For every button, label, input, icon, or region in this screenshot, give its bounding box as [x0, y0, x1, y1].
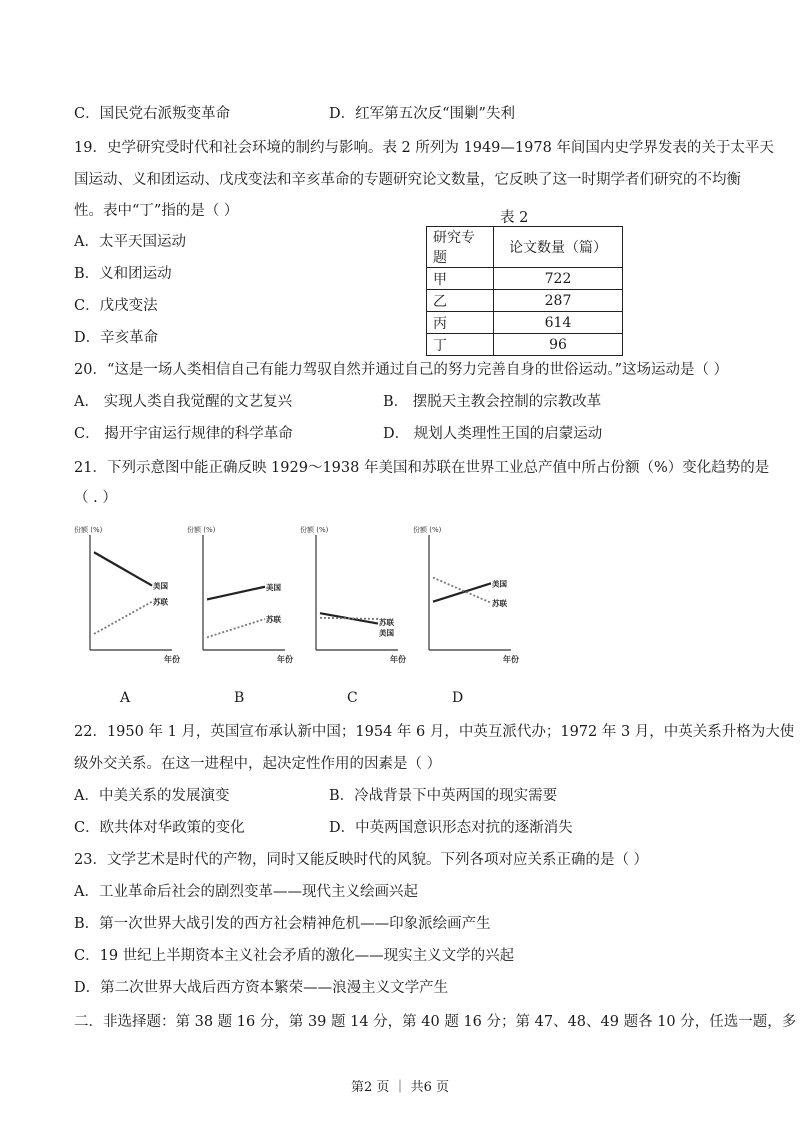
y-axis-label: 份额 (%) [413, 526, 442, 534]
q19-option-d: D．辛亥革命 [74, 330, 159, 346]
table-cell: 丙 [427, 312, 494, 334]
table-row [427, 268, 623, 290]
x-axis-label: 年份 [277, 655, 293, 664]
series-label-ussr: 苏联 [153, 597, 168, 607]
table-row [427, 312, 623, 334]
section2-heading: 二．非选择题：第 38 题 16 分，第 39 题 14 分，第 40 题 16 分；第 47、48、49 题各 10 分，任选一题，多 [74, 1014, 797, 1030]
x-axis-label: 年份 [503, 655, 519, 664]
q23-option-c: C．19 世纪上半期资本主义社会矛盾的激化——现实主义文学的兴起 [74, 948, 515, 964]
y-axis-label: 份额 (%) [300, 526, 329, 534]
table-caption: 表 2 [500, 210, 529, 226]
table-header-row [427, 227, 623, 268]
series-line-usa [207, 587, 265, 600]
series-line-ussr [207, 619, 265, 637]
series-line-usa [94, 552, 152, 585]
x-axis-label: 年份 [390, 655, 406, 664]
q20-option-c: C． 揭开宇宙运行规律的科学革命 [74, 426, 293, 442]
q18-option-c: C．国民党右派叛变革命 [74, 106, 231, 122]
series-label-usa: 美国 [379, 628, 394, 638]
q21-charts [60, 515, 540, 675]
x-axis-label: 年份 [164, 655, 180, 664]
series-label-ussr: 苏联 [379, 617, 394, 627]
q23-stem: 23．文学艺术是时代的产物，同时又能反映时代的风貌。下列各项对应关系正确的是（ ） [74, 852, 649, 868]
chart-panel-label-a: A [120, 690, 131, 706]
table-row [427, 334, 623, 356]
q19-option-a: A．太平天国运动 [74, 234, 186, 250]
series-line-ussr [320, 618, 378, 619]
table-cell: 722 [494, 268, 623, 290]
chart-panel-d [413, 525, 519, 664]
table-cell: 丁 [427, 334, 494, 356]
q22-option-b: B．冷战背景下中英两国的现实需要 [329, 788, 558, 804]
series-label-usa: 美国 [266, 582, 281, 592]
chart-panel-label-c: C [347, 690, 358, 706]
q23-option-a: A．工业革命后社会的剧烈变革——现代主义绘画兴起 [74, 884, 418, 900]
q22-stem-line1: 22．1950 年 1 月，英国宣布承认新中国；1954 年 6 月，中英互派代办；1972 年 3 月，中英关系升格为大使 [74, 724, 795, 740]
q22-option-d: D．中英两国意识形态对抗的逐渐消失 [329, 820, 573, 836]
q23-option-d: D．第二次世界大战后西方资本繁荣——浪漫主义文学产生 [74, 980, 449, 996]
q19-data-table [426, 226, 623, 356]
series-label-ussr: 苏联 [492, 598, 507, 608]
page-footer: 第2 页 ｜ 共6 页 [350, 1080, 450, 1095]
series-label-usa: 美国 [153, 581, 168, 591]
series-label-usa: 美国 [492, 579, 507, 589]
chart-panel-b [187, 525, 293, 664]
q20-option-d: D． 规划人类理性王国的启蒙运动 [383, 426, 603, 442]
q19-stem-line2: 国运动、义和团运动、戊戌变法和辛亥革命的专题研究论文数量，它反映了这一时期学者们研究的不均衡 [74, 172, 741, 188]
q19-stem-line1: 19．史学研究受时代和社会环境的制约与影响。表 2 所列为 1949—1978 年间国内史学界发表的关于太平天 [74, 140, 774, 156]
chart-panel-a [74, 525, 180, 664]
q19-stem-line3: 性。表中“丁”指的是（ ） [74, 203, 239, 219]
q22-option-a: A．中美关系的发展演变 [74, 788, 230, 804]
y-axis-label: 份额 (%) [187, 526, 216, 534]
chart-panel-label-b: B [234, 690, 245, 706]
q23-option-b: B．第一次世界大战引发的西方社会精神危机——印象派绘画产生 [74, 916, 491, 932]
y-axis-label: 份额 (%) [74, 526, 103, 534]
q21-stem: 21．下列示意图中能正确反映 1929～1938 年美国和苏联在世界工业总产值中所占份额（%）变化趋势的是 [74, 460, 770, 476]
series-label-ussr: 苏联 [266, 614, 281, 624]
q22-option-c: C．欧共体对华政策的变化 [74, 820, 245, 836]
series-line-ussr [94, 602, 152, 634]
q20-option-a: A． 实现人类自我觉醒的文艺复兴 [74, 394, 293, 410]
q20-stem: 20．“这是一场人类相信自己有能力驾驭自然并通过自己的努力完善自身的世俗运动。”这场运动是（ ） [74, 362, 729, 378]
table-header-cell: 研究专题 [427, 227, 494, 268]
q22-stem-line2: 级外交关系。在这一进程中，起决定性作用的因素是（ ） [74, 756, 442, 772]
q19-option-b: B．义和团运动 [74, 266, 172, 282]
q20-option-b: B． 摆脱天主教会控制的宗教改革 [383, 394, 602, 410]
table-cell: 614 [494, 312, 623, 334]
chart-panel-c [300, 525, 406, 664]
q19-option-c: C．戊戌变法 [74, 298, 158, 314]
table-cell: 甲 [427, 268, 494, 290]
q21-stem-blank: （ . ） [74, 490, 117, 506]
table-cell: 96 [494, 334, 623, 356]
q18-option-d: D．红军第五次反“围剿”失利 [329, 106, 515, 122]
table-cell: 乙 [427, 290, 494, 312]
table-header-cell: 论文数量（篇） [494, 227, 623, 268]
chart-panel-label-d: D [452, 690, 464, 706]
table-row [427, 290, 623, 312]
table-cell: 287 [494, 290, 623, 312]
